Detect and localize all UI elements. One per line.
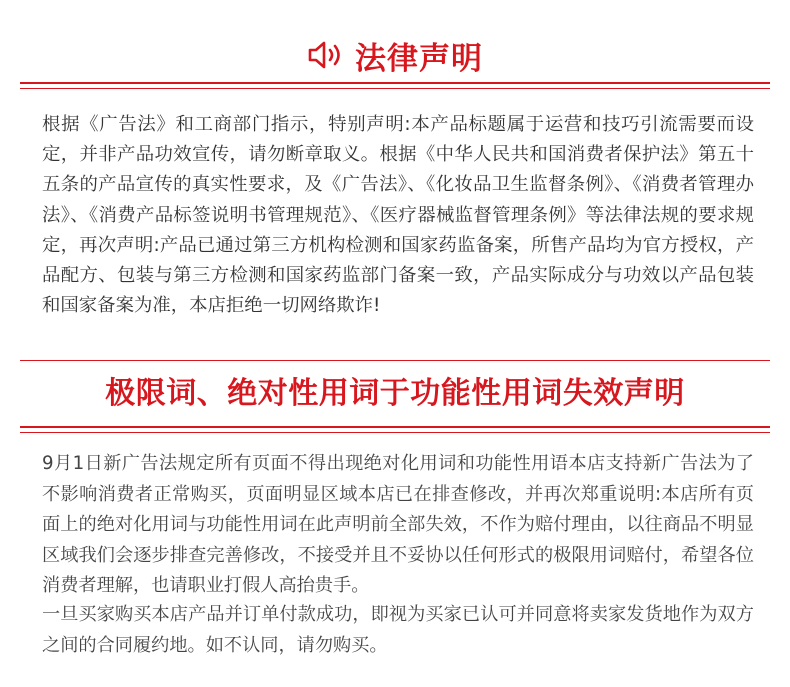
legal-title: 法律声明 — [355, 40, 483, 77]
speaker-icon — [307, 38, 347, 72]
absolute-words-title-row — [0, 362, 790, 418]
legal-statement-text: 根据《广告法》和工商部门指示，特别声明:本产品标题属于运营和技巧引流需要而设定，并非产品功效宣传，请勿断章取义。根据《中华人民共和国消费者保护法》第五十五条的产品宣传的真实性要求，及《广告法》、《化妆品卫生监督条例》、《消费者管理办法》、《消费产品标签说明书管理规范》、《医疗器械监督管理条例》等法律法规的要求规定，再次声明:产品已通过第三方机构检测和国家药监备案，所售产品均为官方授权，产品配方、包装与第三方检测和国家药监部门备案一致，产品实际成分与功效以产品包装和国家备案为准，本店拒绝一切网络欺诈! — [42, 114, 754, 317]
divider-top — [20, 82, 770, 84]
divider-lower-thin — [20, 432, 770, 433]
absolute-words-text: 9月1日新广告法规定所有页面不得出现绝对化用词和功能性用语本店支持新广告法为了不影响消费者正常购买，页面明显区域本店已在排查修改，并再次郑重说明:本店所有页面上的绝对化用词与功能性用词在此声明前全部失效，不作为赔付理由，以往商品不明显区域我们会逐步排查完善修改，不接受并且不妥协以任何形式的极限用词赔付，希望各位消费者理解，也请职业打假人高抬贵手。 — [42, 453, 754, 597]
absolute-words-title: 极限词、绝对性用词于功能性用词失效声明 — [105, 376, 685, 411]
legal-title-row — [0, 30, 790, 80]
purchase-agreement-text: 一旦买家购买本店产品并订单付款成功，即视为买家已认可并同意将卖家发货地作为双方之间的合同履约地。如不认同，请勿购买。 — [42, 604, 754, 656]
divider-middle — [20, 360, 770, 361]
divider-top-thin — [20, 88, 770, 89]
divider-lower — [20, 426, 770, 428]
